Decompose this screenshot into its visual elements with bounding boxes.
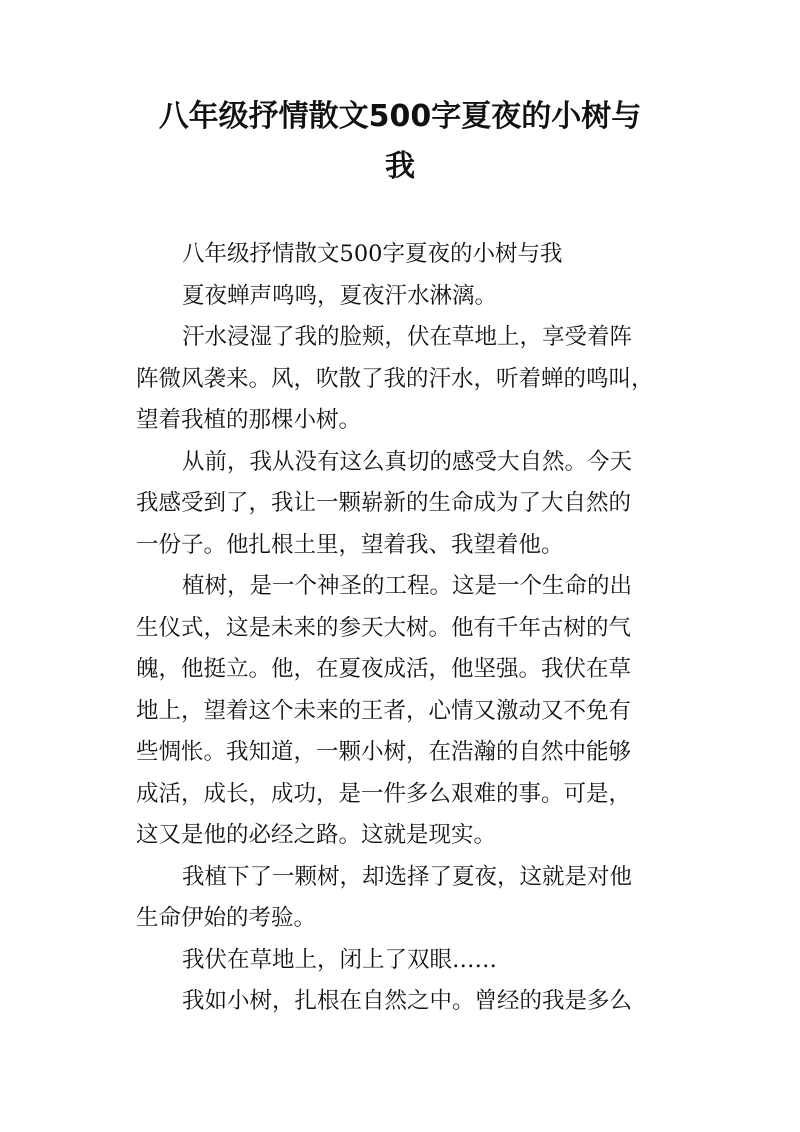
title-line: 我 (385, 149, 415, 184)
text-line: 一份子。他扎根土里，望着我、我望着他。 (136, 531, 564, 558)
paragraph (136, 317, 666, 442)
paragraph (136, 981, 666, 1023)
text-line: 阵微风袭来。风，吹散了我的汗水，听着蝉的鸣叫， (136, 365, 654, 392)
text-line: 魄，他挺立。他，在夏夜成活，他坚强。我伏在草 (136, 656, 632, 682)
text-line: 成活，成长，成功，是一件多么艰难的事。可是， (136, 780, 632, 807)
text-line: 汗水浸湿了我的脸颊，伏在草地上，享受着阵 (182, 324, 633, 350)
text-line: 我感受到了，我让一颗崭新的生命成为了大自然的 (136, 490, 632, 516)
text-line: 这又是他的必经之路。这就是现实。 (136, 822, 497, 848)
text-line: 植树，是一个神圣的工程。这是一个生命的出 (182, 573, 633, 599)
text-line: 从前，我从没有这么真切的感受大自然。今天 (182, 448, 633, 475)
text-line: 地上，望着这个未来的王者，心情又激动又不免有 (136, 697, 632, 724)
paragraph (136, 276, 666, 318)
text-line: 生命伊始的考验。 (136, 905, 317, 931)
document-title (130, 92, 670, 192)
text-line: 望着我植的那棵小树。 (136, 407, 362, 433)
title-line: 八年级抒情散文500字夏夜的小树与 (158, 99, 642, 134)
text-line: 些惆怅。我知道，一颗小树，在浩瀚的自然中能够 (136, 739, 632, 765)
text-line: 我伏在草地上，闭上了双眼…… (182, 946, 498, 973)
text-line: 我植下了一颗树，却选择了夏夜，这就是对他 (182, 863, 633, 890)
paragraph (136, 857, 666, 940)
paragraph (136, 234, 666, 276)
text-line: 我如小树，扎根在自然之中。曾经的我是多么 (182, 988, 633, 1014)
text-line: 夏夜蝉声鸣鸣，夏夜汗水淋漓。 (182, 282, 498, 309)
document-body (136, 234, 666, 1023)
text-line: 八年级抒情散文500字夏夜的小树与我 (182, 241, 563, 267)
paragraph (136, 940, 666, 982)
paragraph (136, 442, 666, 567)
text-line: 生仪式，这是未来的参天大树。他有千年古树的气 (136, 614, 632, 641)
paragraph (136, 566, 666, 857)
